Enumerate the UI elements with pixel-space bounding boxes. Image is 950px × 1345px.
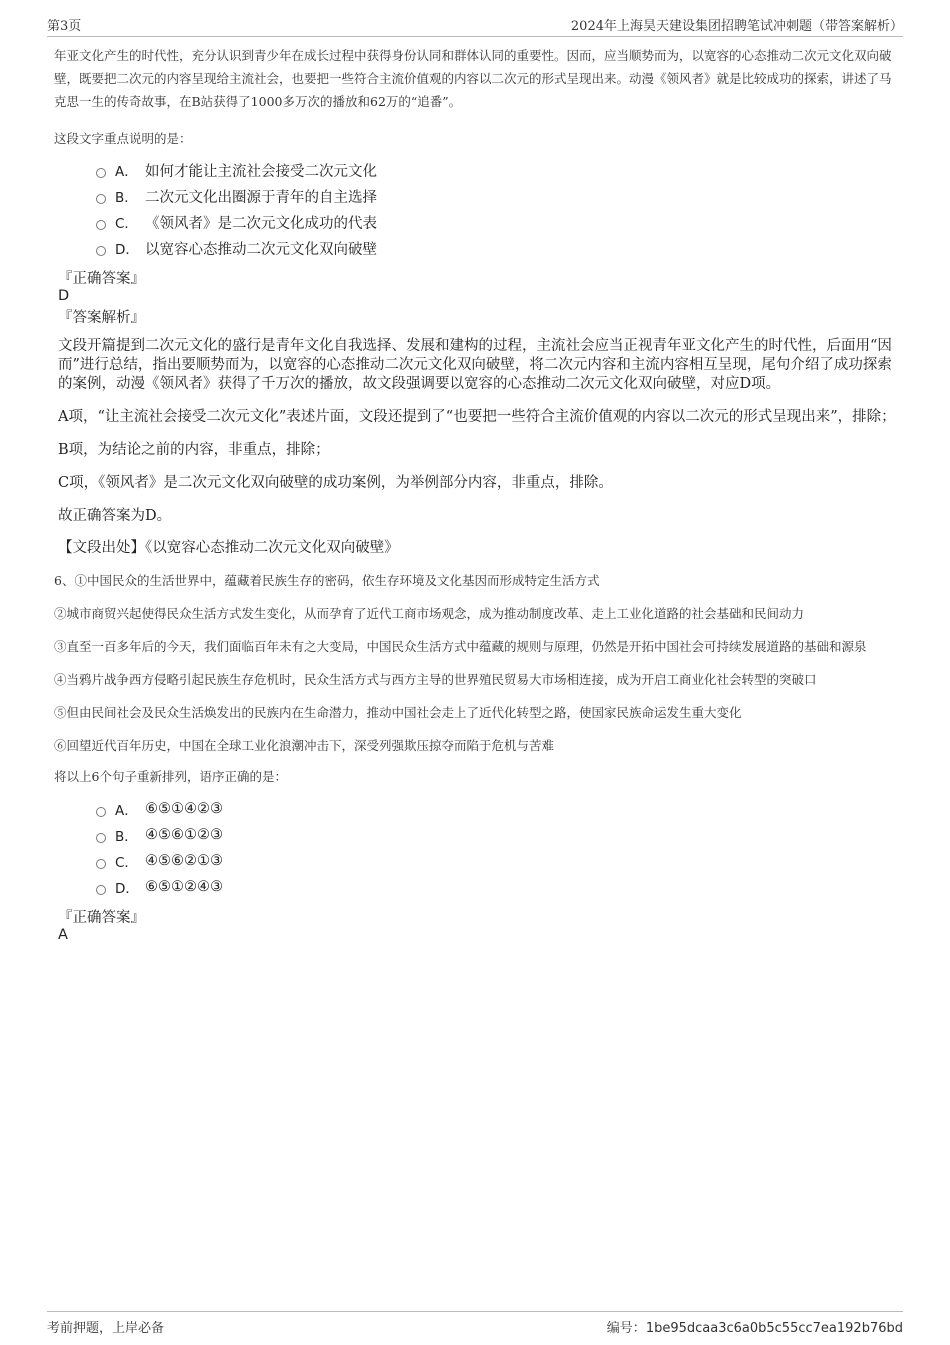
option-letter: D． [115,242,139,258]
q5-option-b[interactable] [96,183,899,209]
q6-stem: 将以上6个句子重新排列，语序正确的是： [54,769,287,784]
option-text: ⑥⑤①④②③ [145,801,223,817]
q5-stem: 这段文字重点说明的是： [54,131,192,146]
option-letter: A． [115,164,138,180]
q5-source: 【文段出处】《以宽容心态推动二次元文化双向破壁》 [58,540,399,556]
q5-analysis-label: 『答案解析』 [58,310,145,326]
radio-icon[interactable] [96,194,106,204]
footer-slogan: 考前押题，上岸必备 [47,1321,165,1336]
q6-answer: A [58,927,68,943]
option-text: 以宽容心态推动二次元文化双向破壁 [145,241,377,258]
q6-sentence: ④当鸦片战争西方侵略引起民族生存危机时，民众生活方式与西方主导的世界殖民贸易大市场相连接，成为开启工商业化社会转型的突破口 [54,672,817,687]
option-text: 二次元文化出圈源于青年的自主选择 [145,189,377,206]
q6-sentence: ③直至一百多年后的今天，我们面临百年未有之大变局，中国民众生活方式中蕴藏的规则与原理，仍然是开拓中国社会可持续发展道路的基础和源泉 [54,639,867,654]
q6-option-b[interactable] [96,822,899,848]
analysis-paragraph: A项，“让主流社会接受二次元文化”表述片面，文段还提到了“也要把一些符合主流价值观的内容以二次元的形式呈现出来”，排除； [58,409,896,425]
analysis-paragraph: 文段开篇提到二次元文化的盛行是青年文化自我选择、发展和建构的过程，主流社会应当正视青年亚文化产生的时代性，后面用“因而”进行总结，指出要顺势而为，以宽容的心态推动二次元文化双向破壁，将二次元内容和主流内容相互呈现，尾句介绍了成功探索的案例，动漫《领风者》获得了千万次的播放，故文段强调要以宽容的心态推动二次元文化双向破壁，对应D项。 [58,338,892,392]
q5-answer: D [58,288,70,304]
option-letter: C． [115,216,138,232]
document-code [607,1317,903,1336]
q6-sentences [54,569,899,757]
radio-icon[interactable] [96,885,106,895]
option-letter: B． [115,829,138,845]
document-code-value: 1be95dcaa3c6a0b5c55cc7ea192b76bd [645,1321,903,1336]
page-header [47,14,903,37]
main-content [54,44,899,943]
q6-sentence: ⑥回望近代百年历史，中国在全球工业化浪潮冲击下，深受列强欺压掠夺而陷于危机与苦难 [54,738,555,753]
radio-icon[interactable] [96,833,106,843]
option-text: 如何才能让主流社会接受二次元文化 [145,163,377,180]
q6-options [54,796,899,900]
option-text: ⑥⑤①②④③ [145,879,223,895]
q5-option-a[interactable] [96,157,899,183]
analysis-paragraph: C项，《领风者》是二次元文化双向破壁的成功案例，为举例部分内容，非重点，排除。 [58,475,613,491]
option-text: ④⑤⑥②①③ [145,853,223,869]
page-number: 第3页 [47,19,82,34]
q6-option-c[interactable] [96,848,899,874]
radio-icon[interactable] [96,246,106,256]
q6-sentence: ⑤但由民间社会及民众生活焕发出的民族内在生命潜力，推动中国社会走上了近代化转型之路，使国家民族命运发生重大变化 [54,705,742,720]
q5-passage: 年亚文化产生的时代性，充分认识到青少年在成长过程中获得身份认同和群体认同的重要性。因而，应当顺势而为，以宽容的心态推动二次元文化双向破壁，既要把二次元的内容呈现给主流社会，也要把一些符合主流价值观的内容以二次元的形式呈现出来。动漫《领风者》就是比较成功的探索，讲述了马克思一生的传奇故事，在B站获得了1000多万次的播放和62万的“追番”。 [54,48,892,109]
document-title: 2024年上海昊天建设集团招聘笔试冲刺题（带答案解析） [570,19,903,34]
option-letter: A． [115,803,138,819]
document-code-label: 编号： [606,1321,646,1336]
q5-option-c[interactable] [96,209,899,235]
q5-analysis [54,337,899,526]
q6-answer-label: 『正确答案』 [58,910,145,926]
radio-icon[interactable] [96,807,106,817]
q6-sentence: 6、①中国民众的生活世界中，蕴藏着民族生存的密码，依生存环境及文化基因而形成特定生活方式 [54,573,600,588]
radio-icon[interactable] [96,220,106,230]
option-letter: D． [115,881,139,897]
q6-option-a[interactable] [96,796,899,822]
analysis-paragraph: 故正确答案为D。 [58,508,172,524]
option-letter: B． [115,190,138,206]
q6-option-d[interactable] [96,874,899,900]
q5-options [54,157,899,261]
q6-sentence: ②城市商贸兴起使得民众生活方式发生变化，从而孕育了近代工商市场观念，成为推动制度改革、走上工业化道路的社会基础和民间动力 [54,606,805,621]
radio-icon[interactable] [96,168,106,178]
option-text: 《领风者》是二次元文化成功的代表 [145,215,377,232]
q5-option-d[interactable] [96,235,899,261]
analysis-paragraph: B项，为结论之前的内容，非重点，排除； [58,442,330,458]
option-text: ④⑤⑥①②③ [145,827,223,843]
page-footer [47,1311,903,1336]
q5-answer-label: 『正确答案』 [58,271,145,287]
radio-icon[interactable] [96,859,106,869]
option-letter: C． [115,855,138,871]
